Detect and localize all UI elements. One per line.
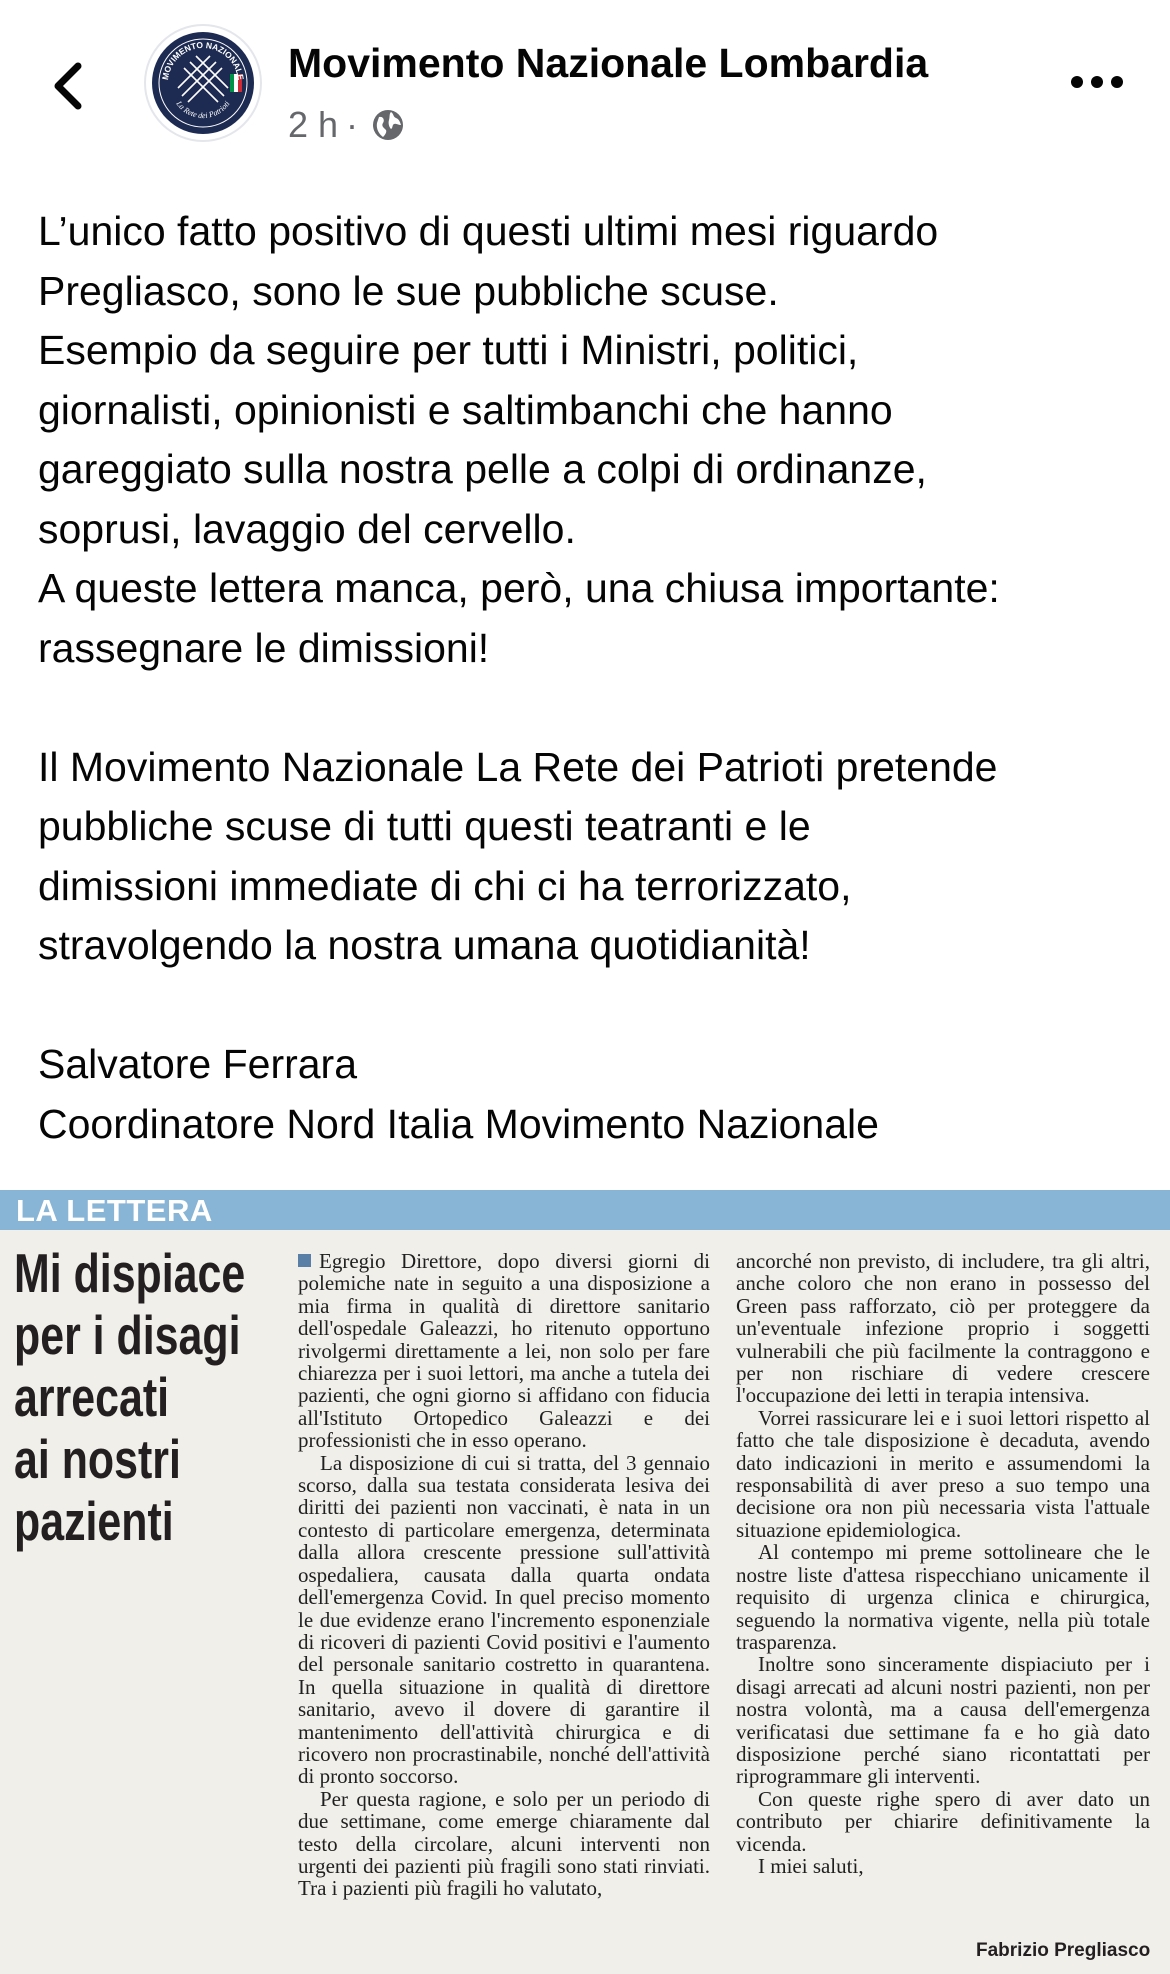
clipping-paragraph: [736, 1788, 1150, 1855]
meta-separator: ·: [346, 104, 359, 145]
svg-text:La Rete dei Patrioti: La Rete dei Patrioti: [174, 99, 232, 121]
movimento-nazionale-logo: [146, 26, 260, 140]
clipping-label-bar: [0, 1190, 1170, 1230]
clipping-paragraph: [298, 1788, 710, 1900]
clipping-paragraph: [736, 1407, 1150, 1541]
avatar[interactable]: [146, 26, 260, 140]
clipping-paragraph-text: Egregio Direttore, dopo diversi giorni di polemiche nate in seguito a una disposizione a mia firma in qualità di direttore sanitario dell'ospedale Galeazzi, ho ritenuto opportuno rivolgermi direttamente a lei, non solo per fare chiarezza per i suoi lettori, ma anche a tutela dei pazienti, che ogni giorno si affidano con fiducia all'Istituto Ortopedico Galeazzi e dei professionisti che in esso operano.: [298, 1249, 710, 1453]
clipping-paragraph-text: Al contempo mi preme sottolineare che le nostre liste d'attesa rispecchiano unicamente il requisito di urgenza clinica e chirurgica, seguendo la normativa vigente, nella più totale trasparenza.: [736, 1540, 1150, 1654]
post-text-line: soprusi, lavaggio del cervello.: [38, 505, 576, 552]
clipping-headline: [14, 1242, 246, 1552]
headline-line: Mi dispiace: [14, 1242, 246, 1304]
clipping-paragraph-text: La disposizione di cui si tratta, del 3 gennaio scorso, dalla sua testata considerata lesiva dei diritti dei pazienti non vaccinati, è nata in un contesto di particolare emergenza, determinata dalla allora crescente pressione sull'attività ospedaliera, causata dalla quarta ondata dell'emergenza Covid. In quel preciso momento le due evidenze erano l'incremento esponenziale di ricoveri di pazienti Covid positivi e l'aumento del personale sanitario costretto in quarantena. In quella situazione in qualità di direttore sanitario, avevo il dovere di garantire il mantenimento dell'attività chirurgica e di ricovero non procrastinabile, nonché dell'attività di pronto soccorso.: [298, 1450, 710, 1789]
post-text-line: pubbliche scuse di tutti questi teatranti e le: [38, 803, 811, 849]
post-meta: [288, 104, 406, 146]
clipping-paragraph: [736, 1855, 1150, 1877]
post-text-line: A queste lettera manca, però, una chiusa importante:: [38, 565, 1000, 611]
paragraph-gap: [38, 976, 1148, 1036]
headline-line: per i disagi: [14, 1304, 241, 1366]
page-name-link[interactable]: Movimento Nazionale Lombardia: [288, 40, 929, 86]
post-text-line: Coordinatore Nord Italia Movimento Nazionale: [38, 1100, 879, 1147]
post-message: [38, 202, 1148, 1154]
post-text-line: Pregliasco, sono le sue pubbliche scuse.: [38, 267, 779, 314]
clipping-paragraph-text: Vorrei rassicurare lei e i suoi lettori rispetto al fatto che tale disposizione è decaduta, avendo dato indicazioni in merito e assumendomi la responsabilità di aver preso a suo tempo una decisione ora non più necessaria vista l'attuale situazione epidemiologica.: [736, 1405, 1150, 1542]
clipping-label: LA LETTERA: [16, 1193, 213, 1228]
globe-icon[interactable]: [370, 107, 406, 143]
clipping-paragraph-text: I miei saluti,: [758, 1853, 864, 1878]
clipping-column-1: [298, 1250, 710, 1900]
clipping-paragraph: [298, 1452, 710, 1788]
post-header: [0, 0, 1170, 150]
svg-text:MOVIMENTO NAZIONALE: MOVIMENTO NAZIONALE: [160, 39, 246, 81]
clipping-paragraph: [298, 1250, 710, 1452]
clipping-signature: Fabrizio Pregliasco: [976, 1940, 1151, 1961]
clipping-column-2: [736, 1250, 1150, 1877]
clipping-paragraph: [736, 1250, 1150, 1407]
paragraph-gap: [38, 678, 1148, 738]
post-text-line: gareggiato sulla nostra pelle a colpi di ordinanze,: [38, 446, 927, 492]
clipping-paragraph-text: Per questa ragione, e solo per un periodo di due settimane, come emerge chiaramente dal testo della circolare, alcuni interventi non urgenti dei pazienti più fragili sono stati rinviati. Tra i pazienti più fragili ho valutato,: [298, 1786, 710, 1901]
clipping-paragraph-text: ancorché non previsto, di includere, tra gli altri, anche coloro che non erano in possesso del Green pass rafforzato, ciò per proteggere da un'eventuale infezione proprio i soggetti vulnerabili che più facilmente la contraggono e per non rischiare di vedere crescere l'occupazione dei letti in terapia intensiva.: [736, 1249, 1150, 1408]
clipping-paragraph-text: Con queste righe spero di aver dato un contributo per chiarire definitivamente la vicenda.: [736, 1786, 1150, 1856]
more-horizontal-icon[interactable]: [1068, 70, 1126, 94]
clipping-paragraph-text: Inoltre sono sinceramente dispiaciuto per i disagi arrecati ad alcuni nostri pazienti, non per nostra volontà, ma a causa dell'emergenza verificatasi due settimane fa e ho già dato disposizione perché siano ricontattati per riprogrammare gli interventi.: [736, 1652, 1150, 1789]
post-text-line: stravolgendo la nostra umana quotidianità!: [38, 922, 811, 968]
post-text-line: Esempio da seguire per tutti i Ministri, politici,: [38, 327, 859, 373]
square-bullet-icon: [298, 1254, 311, 1267]
headline-line: pazienti: [14, 1490, 174, 1552]
post-text-line: Il Movimento Nazionale La Rete dei Patrioti pretende: [38, 743, 998, 790]
post-text-line: dimissioni immediate di chi ci ha terrorizzato,: [38, 862, 852, 909]
chevron-left-icon[interactable]: [48, 60, 88, 112]
post-time[interactable]: 2 h: [288, 104, 339, 145]
headline-line: ai nostri: [14, 1428, 181, 1490]
post-text-line: giornalisti, opinionisti e saltimbanchi che hanno: [38, 386, 893, 433]
newspaper-clipping-image[interactable]: [0, 1190, 1170, 1974]
post-text-line: Salvatore Ferrara: [38, 1041, 358, 1087]
post-text-line: L’unico fatto positivo di questi ultimi mesi riguardo: [38, 208, 939, 254]
clipping-paragraph: [736, 1653, 1150, 1787]
headline-line: arrecati: [14, 1366, 170, 1428]
post-text-line: rassegnare le dimissioni!: [38, 624, 490, 671]
clipping-paragraph: [736, 1541, 1150, 1653]
